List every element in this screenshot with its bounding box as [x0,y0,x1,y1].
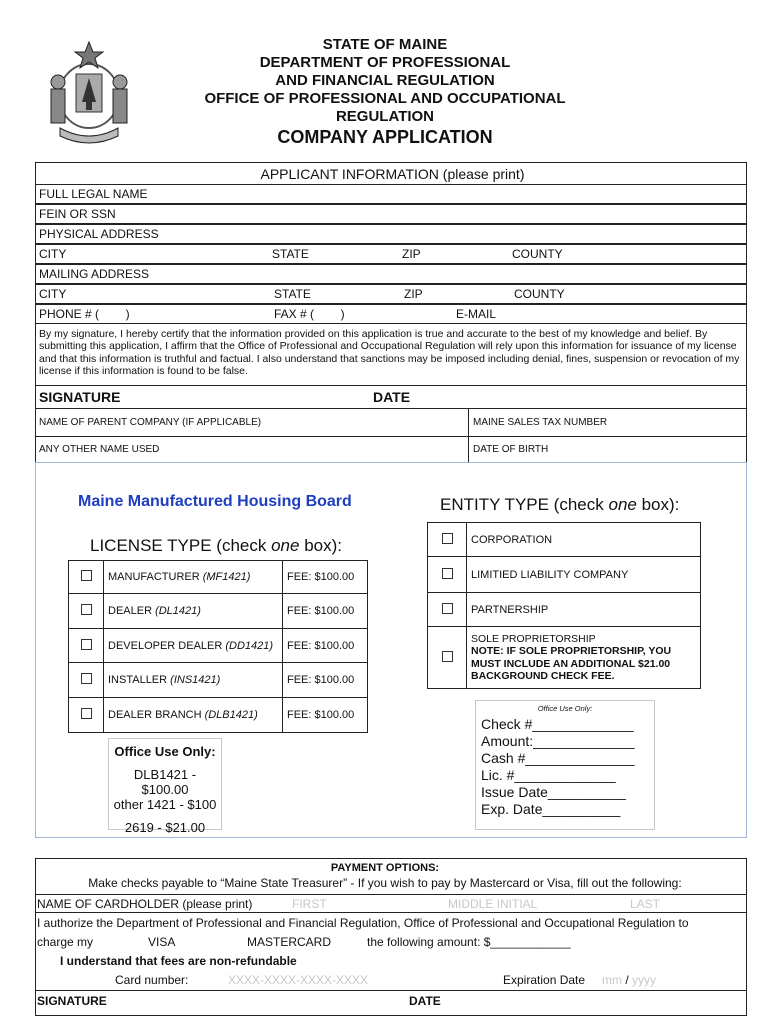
header-line2: DEPARTMENT OF PROFESSIONAL [259,54,511,71]
card-number-label: Card number: [115,973,189,987]
phone-label: PHONE # ( ) [39,307,130,321]
contact-row[interactable] [35,304,747,324]
state-label: STATE [272,247,309,261]
other-name-label: ANY OTHER NAME USED [39,444,160,455]
page-title: COMPANY APPLICATION [277,127,493,147]
entity-partnership: PARTNERSHIP [467,593,701,627]
payment-subtitle: Make checks payable to “Maine State Treasurer” - If you wish to pay by Mastercard or Visa, fill out the following: [88,876,682,890]
header-line1: STATE OF MAINE [322,36,448,53]
office-line: 2619 - $21.00 [124,820,206,835]
date-label: DATE [373,389,411,405]
office-use-line: Lic. #_____________ [481,767,616,783]
amount-field[interactable]: the following amount: $____________ [367,935,571,949]
office-use-line: Issue Date__________ [481,784,626,800]
label: MAILING ADDRESS [39,267,150,281]
entity-checkbox-corporation[interactable] [442,533,453,544]
license-fee: FEE: $100.00 [283,561,368,594]
license-row [69,594,368,629]
license-checkbox[interactable] [81,604,92,615]
zip-label: ZIP [404,287,423,301]
license-name: DEALER BRANCH (DLB1421) [104,698,283,733]
mailing-address-field[interactable] [35,264,747,284]
middle-initial-input[interactable]: MIDDLE INITIAL [448,897,538,911]
parent-company-label: NAME OF PARENT COMPANY (IF APPLICABLE) [39,417,262,428]
sales-tax-label: MAINE SALES TAX NUMBER [473,417,608,428]
office-line: other 1421 - $100 [113,797,217,812]
license-checkbox[interactable] [81,708,92,719]
license-checkbox[interactable] [81,570,92,581]
license-fee: FEE: $100.00 [283,629,368,663]
physical-city-row[interactable] [35,244,747,264]
label: PHYSICAL ADDRESS [39,227,159,241]
city-label: CITY [39,287,67,301]
visa-option[interactable]: VISA [148,935,176,949]
exp-month: mm [602,973,622,987]
license-name: MANUFACTURER (MF1421) [104,561,283,594]
sole-note: NOTE: IF SOLE PROPRIETORSHIP, YOU MUST INCLUDE AN ADDITIONAL $21.00 BACKGROUND CHECK FEE. [471,645,672,682]
other-name-row[interactable] [35,436,747,463]
signature-label: SIGNATURE [39,389,121,405]
license-row [69,561,368,594]
nonrefund-text: I understand that fees are non-refundable [60,954,297,968]
city-label: CITY [39,247,67,261]
entity-sole: SOLE PROPRIETORSHIP [471,632,596,645]
entity-llc: LIMITIED LIABILITY COMPANY [467,557,701,593]
license-row [69,629,368,663]
physical-address-field[interactable] [35,224,747,244]
board-title: Maine Manufactured Housing Board [78,493,352,510]
label: FEIN OR SSN [39,207,116,221]
dob-label: DATE OF BIRTH [473,444,549,455]
license-name: DEALER (DL1421) [104,594,283,629]
office-use-line: Check #_____________ [481,716,634,732]
zip-label: ZIP [402,247,421,261]
fax-label: FAX # ( ) [274,307,345,321]
license-checkbox[interactable] [81,639,92,650]
license-table [68,560,368,733]
license-checkbox[interactable] [81,673,92,684]
cardholder-label: NAME OF CARDHOLDER (please print) [37,897,253,911]
label: FULL LEGAL NAME [39,187,148,201]
card-number-input[interactable]: XXXX-XXXX-XXXX-XXXX [228,973,369,987]
expiration-label: Expiration Date [503,973,586,987]
office-use-line: Amount:_____________ [481,733,635,749]
exp-year: yyyy [632,973,657,987]
mailing-city-row[interactable] [35,284,747,304]
entity-checkbox-sole[interactable] [442,651,453,662]
header-line5: REGULATION [335,108,435,125]
entity-checkbox-llc[interactable] [442,568,453,579]
entity-table [427,522,701,689]
payment-date-label: DATE [409,994,441,1008]
parent-company-row[interactable] [35,408,747,437]
county-label: COUNTY [514,287,565,301]
certification-text: By my signature, I hereby certify that the information provided on this application is true and accurate to the best of my knowledge and belief. By submitting this application, I affirm that the Office of Professional and Occupational Regulation will rely upon this information for issuance of my license and that this information is truthful and factual. I also understand that sanctions may be imposed including denial, fines, suspension or revocation of my license if this information is found to be false. [35,323,747,386]
signature-row[interactable] [35,385,747,409]
office-use-left [108,738,222,835]
exp-separator: / [625,973,629,987]
office-use-right [475,700,655,830]
license-name: INSTALLER (INS1421) [104,663,283,698]
office-title: Office Use Only: [537,704,593,713]
payment-signature-label: SIGNATURE [37,994,107,1008]
license-row [69,698,368,733]
office-line: DLB1421 - $100.00 [133,767,197,797]
expiration-input[interactable] [602,973,656,987]
license-fee: FEE: $100.00 [283,594,368,629]
header-line4: OFFICE OF PROFESSIONAL AND OCCUPATIONAL [204,90,566,107]
license-name: DEVELOPER DEALER (DD1421) [104,629,283,663]
office-use-line: Exp. Date__________ [481,801,621,817]
authorize-text: I authorize the Department of Professional and Financial Regulation, Office of Professional and Occupational Regulation to [37,916,689,930]
entity-heading: ENTITY TYPE (check one box): [440,495,680,514]
fein-field[interactable] [35,204,747,224]
mastercard-option[interactable]: MASTERCARD [247,935,332,949]
full-legal-name-field[interactable] [35,184,747,204]
entity-corporation: CORPORATION [467,523,701,557]
first-name-input[interactable]: FIRST [292,897,327,911]
license-row [69,663,368,698]
county-label: COUNTY [512,247,563,261]
last-name-input[interactable]: LAST [630,897,661,911]
state-label: STATE [274,287,311,301]
license-fee: FEE: $100.00 [283,663,368,698]
entity-checkbox-partnership[interactable] [442,603,453,614]
license-heading: LICENSE TYPE (check one box): [90,536,342,555]
office-title: Office Use Only: [114,744,216,759]
license-fee: FEE: $100.00 [283,698,368,733]
charge-my-label: charge my [37,935,94,949]
header-line3: AND FINANCIAL REGULATION [275,72,495,89]
applicant-section-title: APPLICANT INFORMATION (please print) [35,162,747,185]
email-label: E-MAIL [456,307,497,321]
office-use-line: Cash #______________ [481,750,635,766]
payment-title: PAYMENT OPTIONS: [330,862,440,874]
